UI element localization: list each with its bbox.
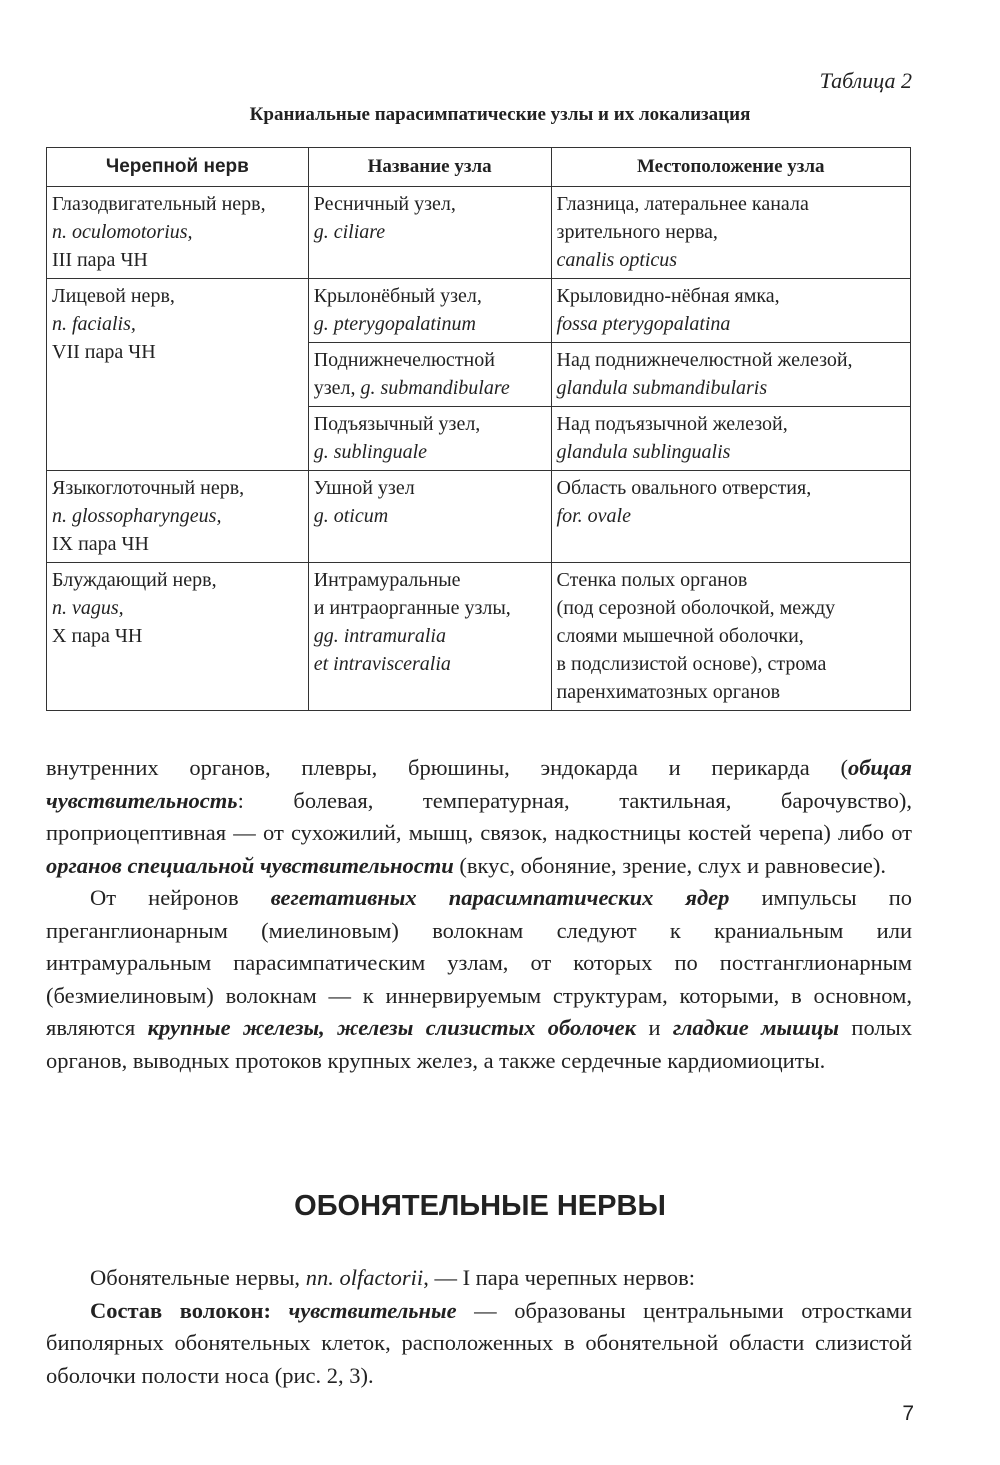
table-row	[47, 563, 911, 711]
term-general-sensitivity: общая чувствительность	[46, 755, 912, 813]
nerve-pair: X пара ЧН	[52, 625, 143, 647]
text-run: : болевая, температурная, тактильная, барочувство), проприоцептивная — от сухожилий, мышц, связок, надкостницы костей черепа) либо от	[46, 787, 912, 845]
text-run: От нейронов	[90, 885, 271, 910]
cell-location	[551, 279, 910, 343]
term-special-sensitivity: органов специальной чувствительности	[46, 852, 454, 878]
nerve-pair: IX пара ЧН	[52, 533, 150, 555]
location-text: Над поднижнечелюстной железой,	[556, 349, 853, 371]
location-text: (под серозной оболочкой, между	[556, 597, 836, 619]
text-run: , — I пара черепных нервов:	[423, 1265, 696, 1290]
nerve-latin: n. facialis,	[52, 313, 136, 335]
cell-location	[551, 407, 910, 471]
nerve-pair: VII пара ЧН	[52, 341, 156, 363]
header-node-location: Местоположение узла	[551, 148, 910, 187]
table-row	[47, 471, 911, 563]
location-latin: canalis opticus	[556, 249, 678, 271]
location-text: слоями мышечной оболочки,	[556, 625, 804, 647]
nerve-latin: n. vagus,	[52, 597, 124, 619]
node-latin: g. sublinguale	[313, 441, 428, 463]
table-header-row	[47, 148, 911, 187]
paragraph-autonomic	[46, 882, 912, 1077]
location-latin: for. ovale	[556, 505, 631, 527]
text-run: Обонятельные нервы,	[90, 1265, 306, 1290]
term-fiber-composition: Состав волокон:	[90, 1297, 289, 1323]
cell-nerve	[47, 187, 309, 279]
table-label: Таблица 2	[819, 68, 912, 93]
text-run: (вкус, обоняние, зрение, слух и равновесие).	[453, 852, 887, 878]
paragraph-fiber-composition	[46, 1295, 912, 1393]
node-latin: et intravisceralia	[313, 653, 451, 675]
text-run: и	[636, 1015, 673, 1040]
cell-nerve	[47, 563, 309, 711]
paragraph-sensitivity	[46, 752, 912, 882]
term-parasympathetic-nuclei: вегетативных парасимпатических ядер	[270, 885, 730, 910]
location-text: Над подъязычной железой,	[556, 413, 788, 435]
node-name: Интрамуральные	[313, 569, 461, 591]
cell-location	[551, 471, 910, 563]
nerve-latin: n. oculomotorius,	[52, 221, 193, 243]
location-latin: fossa pterygopalatina	[556, 313, 731, 335]
text-run: импульсы по преганглионарным (миелиновым) волокнам следуют к краниальным или интрамуральным парасимпатическим узлам, от которых по постганглионарным (безмиелиновым) волокнам — к иннервируемым структурам, которыми, в основном, являются	[46, 885, 912, 1040]
nerve-latin: n. glossopharyngeus,	[52, 505, 222, 527]
location-text: паренхиматозных органов	[556, 681, 781, 703]
table-row	[47, 187, 911, 279]
cell-nerve	[47, 279, 309, 471]
cell-node	[308, 407, 551, 471]
node-latin: g. pterygopalatinum	[313, 313, 476, 335]
paragraph-olfactory-intro	[46, 1262, 912, 1295]
cell-node	[308, 471, 551, 563]
node-latin: g. submandibulare	[360, 377, 510, 399]
text-run: — образованы центральными отростками биполярных обонятельных клеток, расположенных в обонятельной области слизистой оболочки полости носа (рис. 2, 3).	[46, 1297, 912, 1388]
text-run: полых органов, выводных протоков крупных желез, а также сердечные кардиомиоциты.	[46, 1015, 913, 1073]
location-text: в подслизистой основе), строма	[556, 653, 827, 675]
node-latin: g. oticum	[313, 505, 389, 527]
location-text: Крыловидно-нёбная ямка,	[556, 285, 780, 307]
term-sensory: чувствительные	[288, 1297, 457, 1323]
section-title: ОБОНЯТЕЛЬНЫЕ НЕРВЫ	[294, 1190, 666, 1222]
parasympathetic-nodes-table	[46, 147, 911, 711]
cell-node	[308, 279, 551, 343]
term-glands: крупные железы, железы слизистых оболочек	[147, 1015, 637, 1040]
nerve-name: Лицевой нерв,	[52, 285, 175, 307]
term-olfactory-latin: nn. olfactorii	[305, 1265, 424, 1290]
location-text: Глазница, латеральнее канала	[556, 193, 809, 215]
text-run: внутренних органов, плевры, брюшины, эндокарда и перикарда (	[46, 755, 848, 780]
node-name: Подъязычный узел,	[313, 413, 481, 435]
nerve-name: Глазодвигательный нерв,	[52, 193, 266, 215]
nerve-name: Блуждающий нерв,	[52, 569, 217, 591]
location-latin: glandula sublingualis	[556, 441, 731, 463]
table-row	[47, 279, 911, 343]
location-text: Область овального отверстия,	[556, 477, 812, 499]
body-text	[46, 752, 912, 1077]
nerve-name: Языкоглоточный нерв,	[52, 477, 245, 499]
cell-location	[551, 187, 910, 279]
node-latin: g. ciliare	[313, 221, 386, 243]
cell-nerve	[47, 471, 309, 563]
location-text: Стенка полых органов	[556, 569, 748, 591]
page-number: 7	[902, 1402, 914, 1425]
header-node-name: Название узла	[308, 148, 551, 187]
header-cranial-nerve: Черепной нерв	[47, 148, 309, 187]
table-caption: Краниальные парасимпатические узлы и их локализация	[249, 104, 751, 125]
cell-location	[551, 563, 910, 711]
nerve-pair: III пара ЧН	[52, 249, 148, 271]
cell-node	[308, 343, 551, 407]
section-text	[46, 1262, 912, 1392]
cell-location	[551, 343, 910, 407]
node-name: Крылонёбный узел,	[313, 285, 482, 307]
location-text: зрительного нерва,	[556, 221, 718, 243]
node-name: Ресничный узел,	[313, 193, 456, 215]
node-name: Ушной узел	[313, 477, 415, 499]
node-name: Поднижнечелюстной	[313, 349, 495, 371]
node-name: узел,	[313, 377, 361, 399]
location-latin: glandula submandibularis	[556, 377, 768, 399]
node-latin: gg. intramuralia	[313, 625, 446, 647]
cell-node	[308, 187, 551, 279]
term-smooth-muscles: гладкие мышцы	[672, 1015, 840, 1040]
cell-node	[308, 563, 551, 711]
node-name: и интраорганные узлы,	[313, 597, 511, 619]
